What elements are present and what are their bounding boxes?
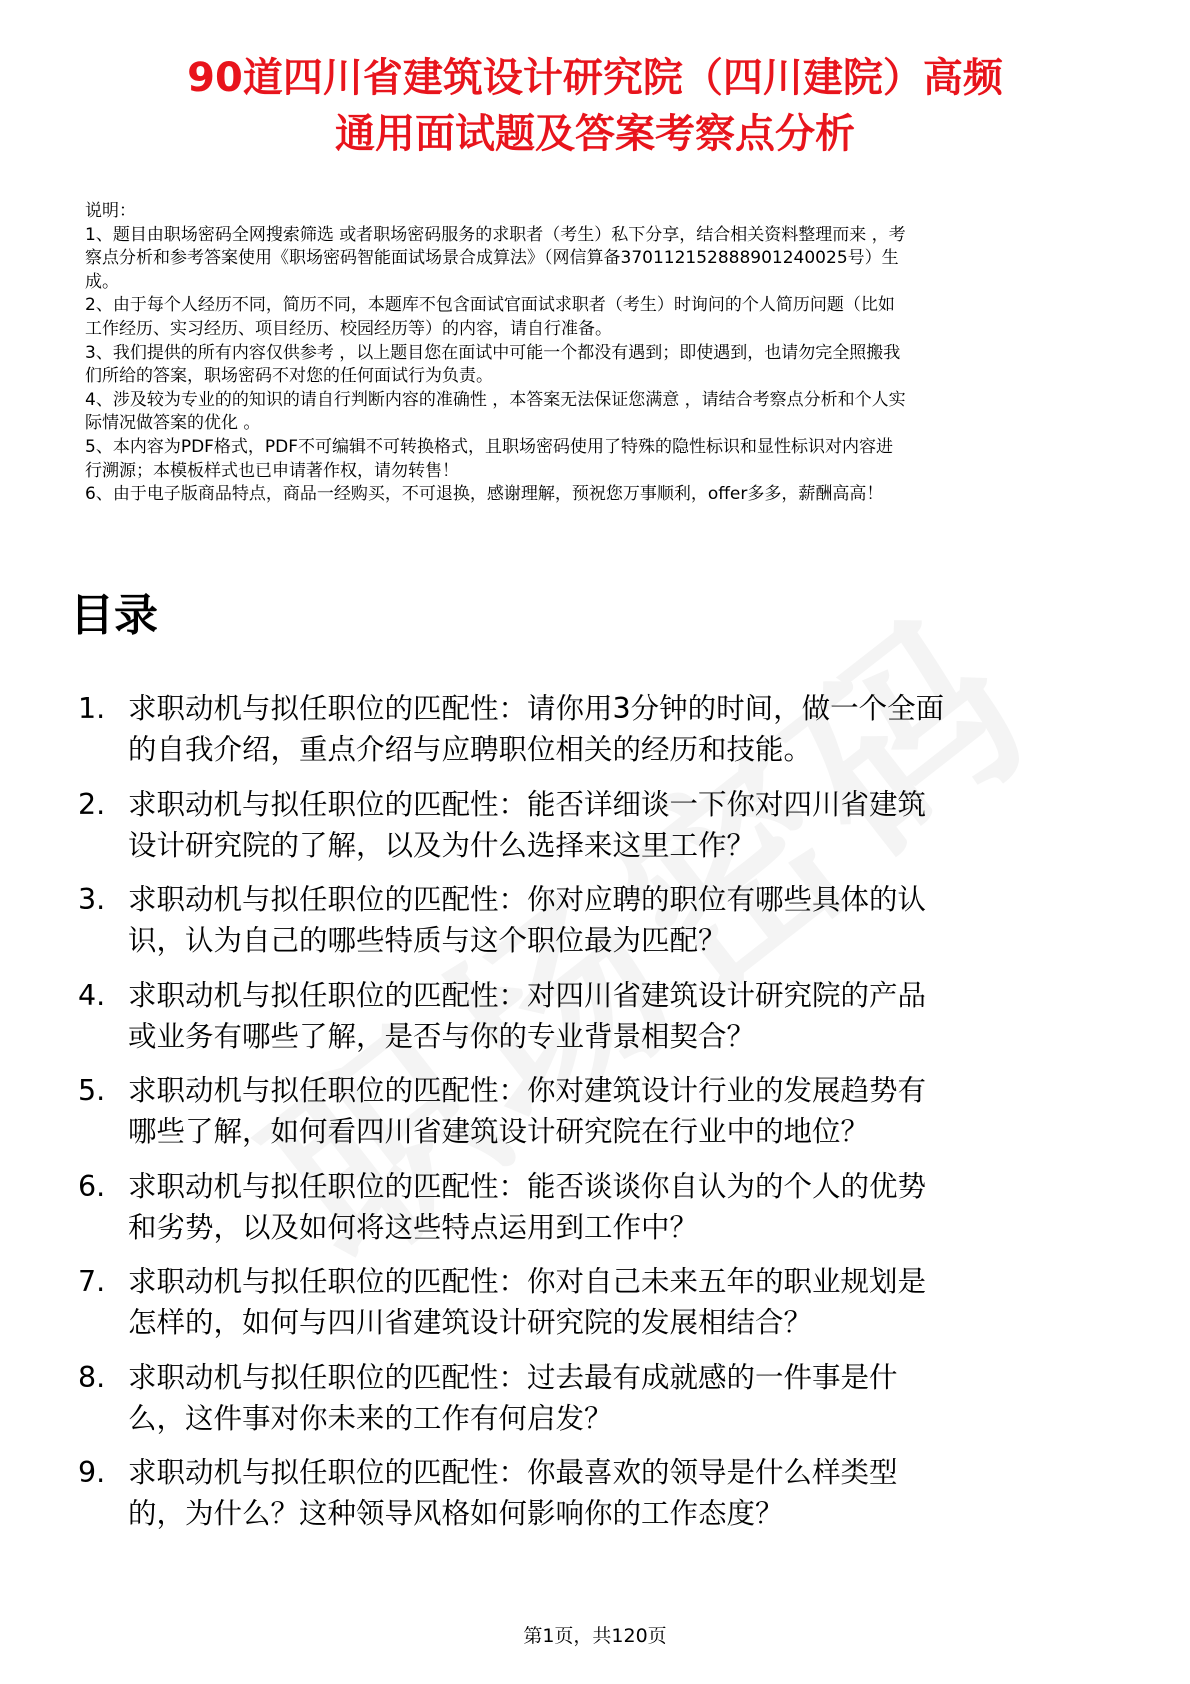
toc-item-number: 4. bbox=[78, 978, 106, 1012]
toc-item-7[interactable] bbox=[78, 1261, 1138, 1357]
toc-item-line: 求职动机与拟任职位的匹配性：能否详细谈一下你对四川省建筑 bbox=[128, 787, 927, 821]
note-line: 行溯源；本模板样式也已申请著作权，请勿转售！ bbox=[85, 460, 459, 481]
toc-item-2[interactable] bbox=[78, 784, 1138, 880]
toc-item-number: 3. bbox=[78, 883, 106, 916]
title-line: 90道四川省建筑设计研究院（四川建院）高频 bbox=[187, 55, 1003, 101]
toc-item-1[interactable] bbox=[78, 688, 1138, 784]
toc-item-line: 求职动机与拟任职位的匹配性：你对建筑设计行业的发展趋势有 bbox=[128, 1074, 927, 1107]
toc-item-number: 9. bbox=[78, 1456, 106, 1489]
toc-item-8[interactable] bbox=[78, 1357, 1138, 1453]
note-line: 际情况做答案的优化 。 bbox=[85, 413, 261, 434]
note-line: 3、我们提供的所有内容仅供参考 ，以上题目您在面试中可能一个都没有遇到；即使遇到，也请勿完全照搬我 bbox=[85, 342, 901, 363]
toc-item-line: 求职动机与拟任职位的匹配性：请你用3分钟的时间，做一个全面 bbox=[128, 692, 945, 725]
toc-item-line: 求职动机与拟任职位的匹配性：能否谈谈你自认为的个人的优势 bbox=[128, 1169, 927, 1203]
toc-item-line: 的自我介绍，重点介绍与应聘职位相关的经历和技能。 bbox=[128, 733, 813, 766]
toc-list bbox=[78, 688, 1138, 1548]
notes-section bbox=[85, 200, 1120, 507]
note-line: 2、由于每个人经历不同，简历不同，本题库不包含面试官面试求职者（考生）时询问的个人简历问题（比如 bbox=[85, 295, 895, 316]
document-title bbox=[60, 50, 1130, 162]
note-line: 察点分析和参考答案使用《职场密码智能面试场景合成算法》（网信算备370112152888901240025号）生 bbox=[85, 248, 899, 269]
title-line: 通用面试题及答案考察点分析 bbox=[335, 111, 855, 157]
note-line: 5、本内容为PDF格式，PDF不可编辑不可转换格式，且职场密码使用了特殊的隐性标识和显性标识对内容进 bbox=[85, 436, 894, 457]
note-line: 4、涉及较为专业的的知识的请自行判断内容的准确性 ，本答案无法保证您满意 ，请结合考察点分析和个人实 bbox=[85, 389, 906, 410]
note-line: 工作经历、实习经历、项目经历、校园经历等）的内容，请自行准备。 bbox=[85, 318, 612, 339]
toc-item-number: 1. bbox=[78, 692, 106, 725]
toc-item-line: 求职动机与拟任职位的匹配性：过去最有成就感的一件事是什 bbox=[128, 1360, 898, 1394]
toc-item-number: 2. bbox=[78, 787, 106, 821]
toc-item-line: 怎样的，如何与四川省建筑设计研究院的发展相结合？ bbox=[128, 1306, 813, 1339]
toc-item-5[interactable] bbox=[78, 1070, 1138, 1166]
toc-item-line: 么，这件事对你未来的工作有何启发？ bbox=[128, 1401, 613, 1435]
note-line: 6、由于电子版商品特点，商品一经购买，不可退换，感谢理解，预祝您万事顺利，offer多多，薪酬高高！ bbox=[85, 484, 884, 505]
toc-item-line: 识，认为自己的哪些特质与这个职位最为匹配？ bbox=[128, 924, 727, 957]
toc-item-number: 6. bbox=[78, 1169, 106, 1203]
toc-item-line: 或业务有哪些了解，是否与你的专业背景相契合？ bbox=[128, 1019, 756, 1053]
toc-heading: 目录 bbox=[70, 590, 158, 641]
toc-item-line: 设计研究院的了解，以及为什么选择来这里工作？ bbox=[128, 828, 756, 862]
toc-item-line: 求职动机与拟任职位的匹配性：你最喜欢的领导是什么样类型 bbox=[128, 1456, 898, 1489]
toc-item-number: 5. bbox=[78, 1074, 106, 1107]
page-footer: 第1页，共120页 bbox=[523, 1625, 667, 1647]
note-line: 们所给的答案，职场密码不对您的任何面试行为负责。 bbox=[85, 366, 493, 387]
toc-item-line: 求职动机与拟任职位的匹配性：对四川省建筑设计研究院的产品 bbox=[128, 978, 927, 1012]
toc-item-4[interactable] bbox=[78, 975, 1138, 1071]
note-line: 成。 bbox=[85, 271, 119, 292]
toc-item-number: 8. bbox=[78, 1360, 106, 1394]
toc-item-line: 求职动机与拟任职位的匹配性：你对应聘的职位有哪些具体的认 bbox=[128, 883, 927, 916]
toc-item-3[interactable] bbox=[78, 879, 1138, 975]
toc-item-line: 求职动机与拟任职位的匹配性：你对自己未来五年的职业规划是 bbox=[128, 1265, 927, 1298]
toc-item-line: 的，为什么？这种领导风格如何影响你的工作态度？ bbox=[128, 1497, 784, 1530]
notes-heading: 说明： bbox=[85, 201, 136, 221]
toc-item-line: 哪些了解，如何看四川省建筑设计研究院在行业中的地位？ bbox=[128, 1115, 870, 1148]
toc-item-line: 和劣势，以及如何将这些特点运用到工作中？ bbox=[128, 1210, 699, 1244]
toc-item-6[interactable] bbox=[78, 1166, 1138, 1262]
note-line: 1、题目由职场密码全网搜索筛选 或者职场密码服务的求职者（考生）私下分享，结合相关资料整理而来 ，考 bbox=[85, 224, 906, 245]
toc-item-number: 7. bbox=[78, 1265, 106, 1298]
toc-item-9[interactable] bbox=[78, 1452, 1138, 1548]
